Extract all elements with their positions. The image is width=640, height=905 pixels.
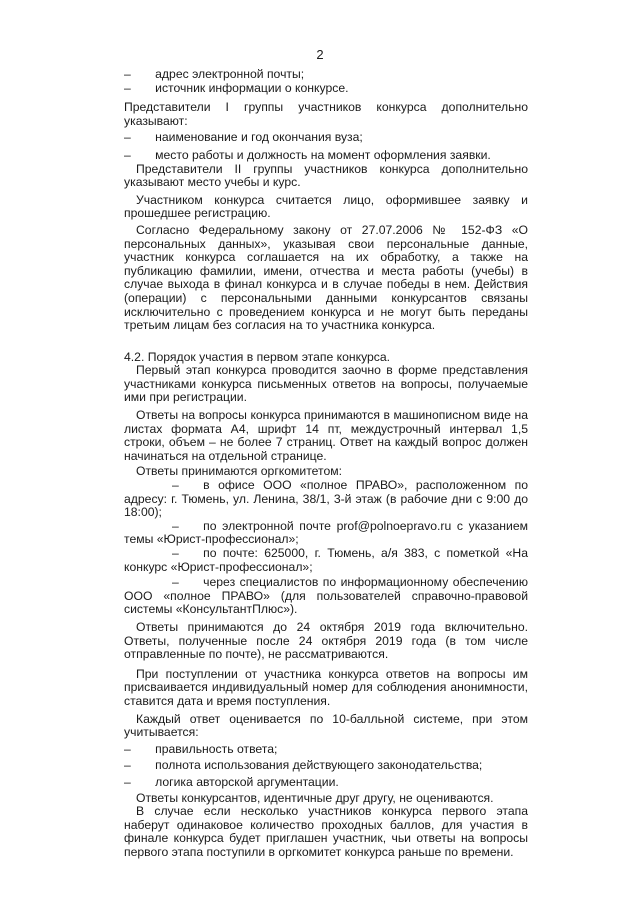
- list-item: – источник информации о конкурсе.: [124, 80, 349, 95]
- list-item: – полнота использования действующего законодательства;: [124, 758, 483, 773]
- list-item: – по электронной почте prof@polnoepravo.ru с указанием темы «Юрист-профессионал»;: [124, 518, 528, 547]
- section-heading: 4.2. Порядок участия в первом этапе конкурса.: [124, 349, 391, 364]
- document-body: [124, 68, 528, 859]
- paragraph: При поступлении от участника конкурса ответов на вопросы им присваивается индивидуальный номер для соблюдения анонимности, ставится дата и время поступления.: [124, 666, 528, 708]
- paragraph: Ответы принимаются до 24 октября 2019 года включительно. Ответы, полученные после 24 октября 2019 года (в том числе отправленные по почте), не рассматриваются.: [124, 619, 528, 662]
- list-item: – через специалистов по информационному обеспечению ООО «полное ПРАВО» (для пользователей справочно-правовой системы «КонсультантПлюс»).: [124, 575, 528, 617]
- paragraph: Ответы конкурсантов, идентичные друг другу, не оцениваются.: [136, 790, 494, 805]
- paragraph: В случае если несколько участников конкурса первого этапа наберут одинаковое количество проходных баллов, для участия в финале конкурса будет приглашен участник, чьи ответы на вопросы первого этапа поступили в оргкомитет конкурса раньше по времени.: [124, 804, 528, 859]
- page-number: 2: [316, 47, 324, 62]
- list-item: – место работы и должность на момент оформления заявки.: [124, 147, 491, 162]
- list-item: – по почте: 625000, г. Тюмень, а/я 383, с пометкой «На конкурс «Юрист-профессионал»;: [124, 546, 528, 574]
- paragraph: Каждый ответ оценивается по 10-балльной системе, при этом учитывается:: [124, 711, 528, 740]
- list-item: – логика авторской аргументации.: [124, 774, 339, 789]
- list-item: – наименование и год окончания вуза;: [124, 130, 363, 145]
- paragraph: Участником конкурса считается лицо, оформившее заявку и прошедшее регистрацию.: [124, 192, 528, 221]
- paragraph: Представители II группы участников конкурса дополнительно указывают место учебы и курс.: [124, 161, 528, 190]
- paragraph: Ответы принимаются оргкомитетом:: [136, 464, 343, 479]
- list-item: – адрес электронной почты;: [124, 67, 305, 81]
- paragraph: Ответы на вопросы конкурса принимаются в машинописном виде на листах формата А4, шрифт 14 пт, междустрочный интервал 1,5 строки, объем – не более 7 страниц. Ответ на каждый вопрос должен начинаться на отдельной странице.: [124, 408, 528, 463]
- list-item: – в офисе ООО «полное ПРАВО», расположенном по адресу: г. Тюмень, ул. Ленина, 38/1, 3-й этаж (в рабочие дни с 9:00 до 18:00);: [124, 478, 528, 520]
- paragraph: Представители I группы участников конкурса дополнительно указывают:: [124, 100, 528, 128]
- list-item: – правильность ответа;: [124, 741, 278, 756]
- paragraph: Согласно Федеральному закону от 27.07.2006 № 152-ФЗ «О персональных данных», указывая свои персональные данные, участник конкурса соглашается на их обработку, а также на публикацию фамилии, имени, отчества и места работы (учебы) в случае выхода в финал конкурса и в случае победы в нем. Действия (операции) с персональными данными конкурсантов связаны исключительно с проведением конкурса и не могут быть переданы третьим лицам без согласия на то участника конкурса.: [124, 222, 528, 333]
- paragraph: Первый этап конкурса проводится заочно в форме представления участниками конкурса письменных ответов на вопросы, получаемые ими при регистрации.: [124, 363, 528, 405]
